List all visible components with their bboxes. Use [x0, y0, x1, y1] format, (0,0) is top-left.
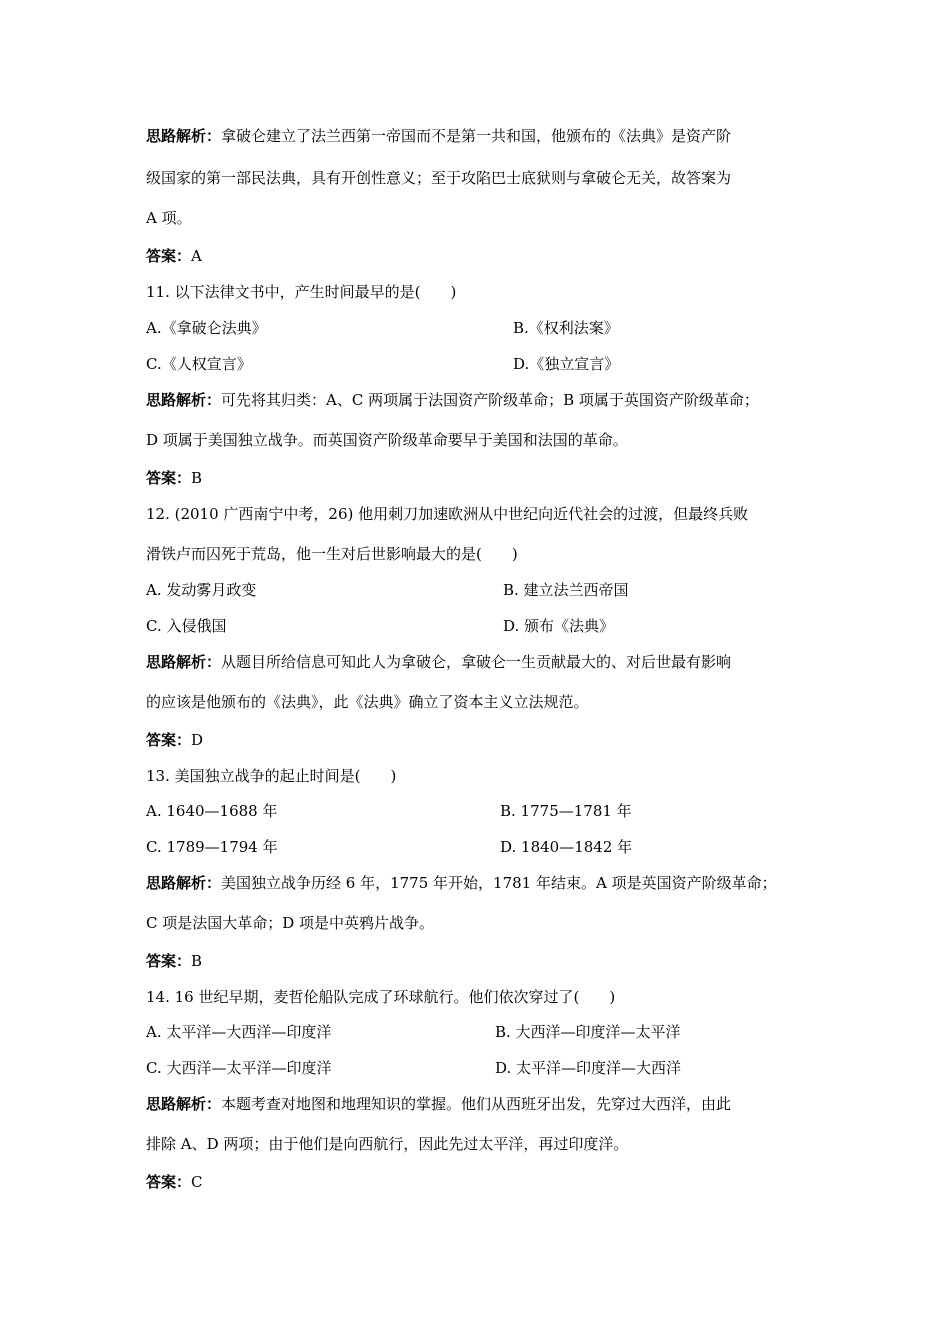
- q14-option-b: B. 大西洋—印度洋—太平洋: [495, 1023, 681, 1041]
- answer-label: 答案：: [146, 469, 192, 487]
- q13-option-c: C. 1789—1794 年: [146, 838, 278, 856]
- q12-analysis-line2: 的应该是他颁布的《法典》，此《法典》确立了资本主义立法规范。: [146, 693, 589, 711]
- q14-analysis-line1: 思路解析：本题考查对地图和地理知识的掌握。他们从西班牙出发，先穿过大西洋，由此: [146, 1095, 732, 1113]
- q14-option-d: D. 太平洋—印度洋—大西洋: [495, 1059, 682, 1077]
- q14-option-c: C. 大西洋—太平洋—印度洋: [146, 1059, 332, 1077]
- answer-label: 答案：: [146, 247, 192, 265]
- analysis-label: 思路解析：: [146, 391, 222, 409]
- q14-analysis-line2: 排除 A、D 两项；由于他们是向西航行，因此先过太平洋，再过印度洋。: [146, 1135, 629, 1153]
- q14-option-a: A. 太平洋—大西洋—印度洋: [146, 1023, 332, 1041]
- q13-analysis-line1: 思路解析：美国独立战争历经 6 年，1775 年开始，1781 年结束。A 项是英国资产阶级革命；: [146, 874, 777, 892]
- q10-analysis-line1: 思路解析：拿破仑建立了法兰西第一帝国而不是第一共和国，他颁布的《法典》是资产阶: [146, 127, 732, 145]
- q11-option-b: B.《权利法案》: [513, 319, 619, 337]
- q14-answer: 答案：C: [146, 1173, 203, 1191]
- answer-label: 答案：: [146, 1173, 192, 1191]
- q11-option-d: D.《独立宣言》: [513, 355, 620, 373]
- q13-option-a: A. 1640—1688 年: [146, 802, 278, 820]
- q11-option-c: C.《人权宣言》: [146, 355, 252, 373]
- q12-option-d: D. 颁布《法典》: [503, 617, 615, 635]
- q11-answer: 答案：B: [146, 469, 203, 487]
- q12-answer: 答案：D: [146, 731, 204, 749]
- q12-stem-line1: 12. (2010 广西南宁中考，26) 他用刺刀加速欧洲从中世纪向近代社会的过渡，但最终兵败: [146, 505, 749, 523]
- q11-option-a: A.《拿破仑法典》: [146, 319, 267, 337]
- q13-answer: 答案：B: [146, 952, 203, 970]
- q13-stem: 13. 美国独立战争的起止时间是( ): [146, 767, 397, 785]
- q12-stem-line2: 滑铁卢而囚死于荒岛，他一生对后世影响最大的是( ): [146, 545, 518, 563]
- q10-analysis-line2: 级国家的第一部民法典，具有开创性意义；至于攻陷巴士底狱则与拿破仑无关，故答案为: [146, 169, 732, 187]
- analysis-label: 思路解析：: [146, 127, 222, 145]
- q12-analysis-line1: 思路解析：从题目所给信息可知此人为拿破仑，拿破仑一生贡献最大的、对后世最有影响: [146, 653, 732, 671]
- q11-stem: 11. 以下法律文书中，产生时间最早的是( ): [146, 283, 457, 301]
- q12-option-a: A. 发动雾月政变: [146, 581, 257, 599]
- q13-analysis-line2: C 项是法国大革命；D 项是中英鸦片战争。: [146, 914, 435, 932]
- q12-option-c: C. 入侵俄国: [146, 617, 227, 635]
- analysis-label: 思路解析：: [146, 653, 222, 671]
- q10-answer: 答案：A: [146, 247, 202, 265]
- q11-analysis-line2: D 项属于美国独立战争。而英国资产阶级革命要早于美国和法国的革命。: [146, 431, 628, 449]
- q12-option-b: B. 建立法兰西帝国: [503, 581, 629, 599]
- analysis-label: 思路解析：: [146, 1095, 222, 1113]
- q13-option-d: D. 1840—1842 年: [500, 838, 633, 856]
- q14-stem: 14. 16 世纪早期，麦哲伦船队完成了环球航行。他们依次穿过了( ): [146, 988, 616, 1006]
- answer-label: 答案：: [146, 731, 192, 749]
- q11-analysis-line1: 思路解析：可先将其归类：A、C 两项属于法国资产阶级革命；B 项属于英国资产阶级革命；: [146, 391, 759, 409]
- q13-option-b: B. 1775—1781 年: [500, 802, 632, 820]
- q10-analysis-line3: A 项。: [146, 209, 192, 227]
- answer-label: 答案：: [146, 952, 192, 970]
- analysis-label: 思路解析：: [146, 874, 222, 892]
